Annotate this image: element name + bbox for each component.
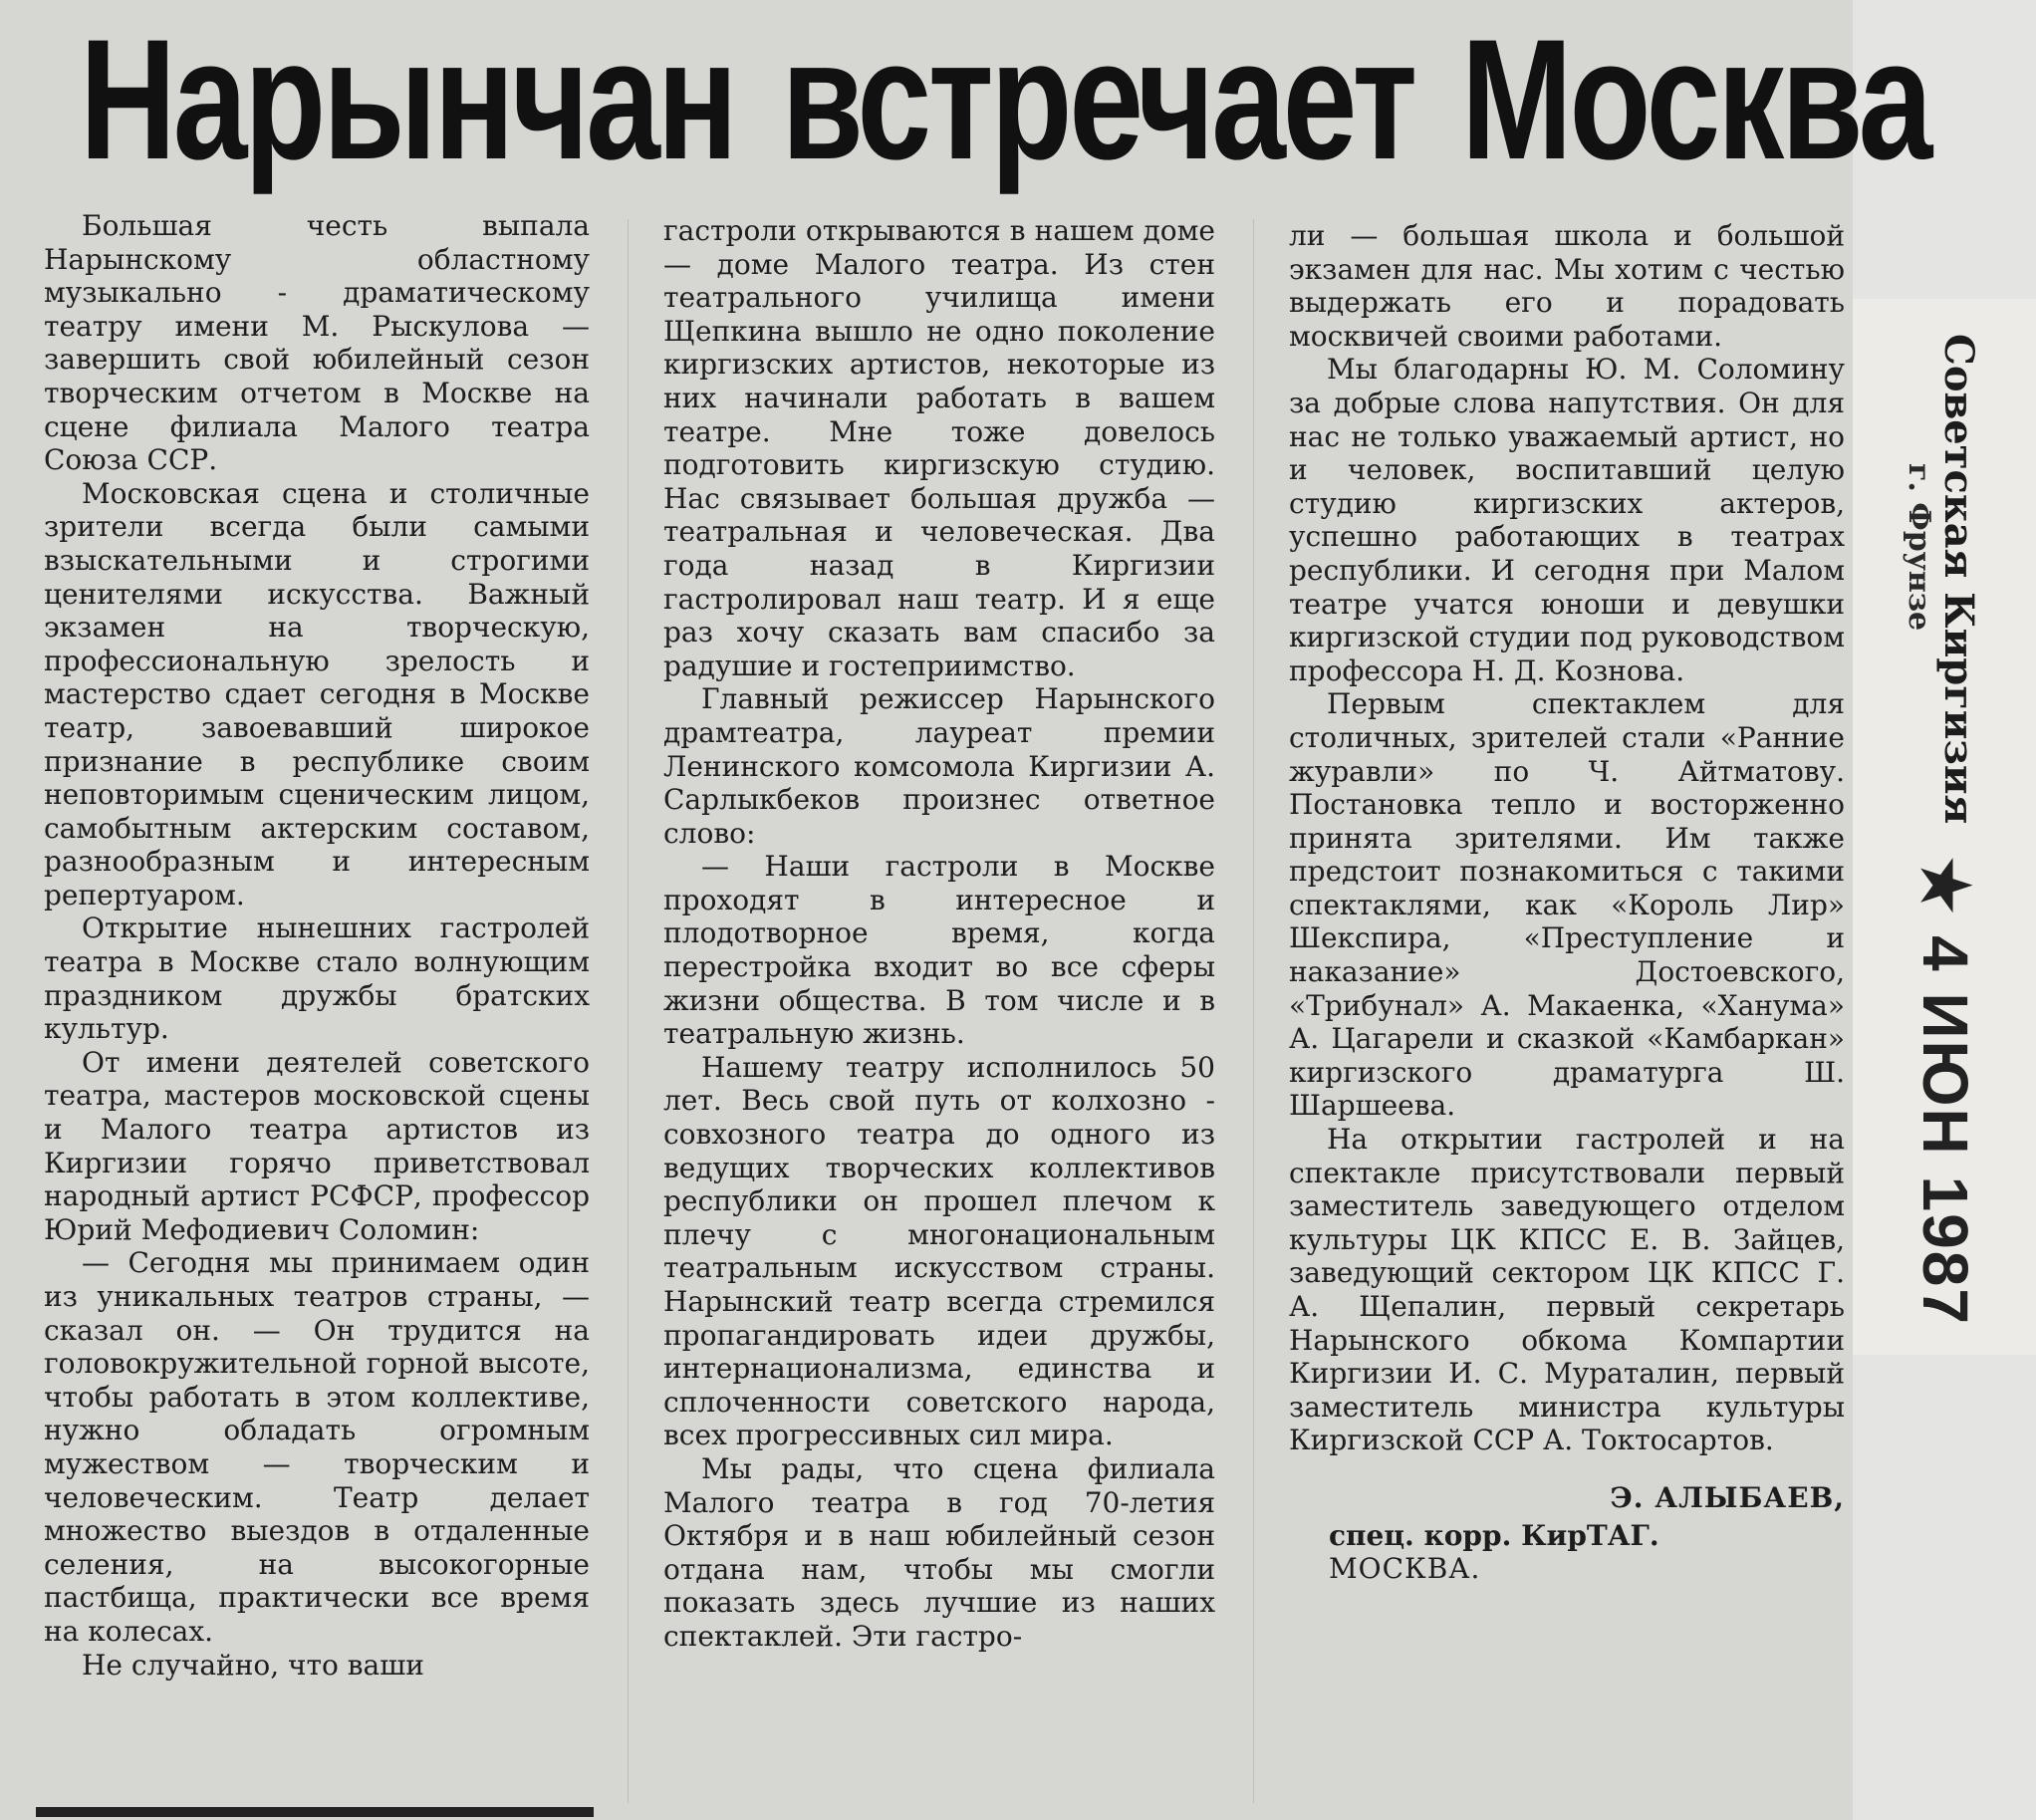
paragraph: гастроли открываются в нашем доме — доме Малого театра. Из стен театрального училища имени Щепкина вышло не одно поколение киргизских артистов, некоторые из них начинали работать в вашем театре. Мне тоже довелось подготовить киргизскую студию. Нас связывает большая дружба — театральная и человеческая. Два года назад в Киргизии гастролировал наш театр. И я еще раз хочу сказать вам спасибо за радушие и гостеприимство. (663, 214, 1215, 682)
paragraph: — Наши гастроли в Москве проходят в интересное и плодотворное время, когда перестройка входит во все сферы жизни общества. В том числе и в театральную жизнь. (663, 850, 1215, 1051)
paragraph: Открытие нынешних гастролей театра в Москве стало волнующим праздником дружбы братских культур. (44, 911, 590, 1046)
bottom-rule (36, 1807, 594, 1817)
article-column-2 (663, 214, 1215, 1654)
paragraph: Главный режиссер Нарынского драмтеатра, лауреат премии Ленинского комсомола Киргизии А. Сарлыкбеков произнес ответное слово: (663, 682, 1215, 850)
paragraph: Нашему театру исполнилось 50 лет. Весь свой путь от колхозно - совхозного театра до одного из ведущих творческих коллективов республики он прошел плечом к плечу с многонациональным театральным искусством страны. Нарынский театр всегда стремился пропагандировать идеи дружбы, интернационализма, единства и сплоченности советского народа, всех прогрессивных сил мира. (663, 1050, 1215, 1452)
source-note (1935, 334, 1982, 824)
paragraph: От имени деятелей советского театра, мастеров московской сцены и Малого театра артистов из Киргизии горячо приветствовал народный артист РСФСР, профессор Юрий Мефодиевич Соломин: (44, 1045, 590, 1246)
signature-role: спец. корр. КирТАГ. (1329, 1518, 1659, 1552)
paragraph: Не случайно, что ваши (82, 1648, 424, 1682)
paragraph: На открытии гастролей и на спектакле присутствовали первый заместитель заведующего отделом культуры ЦК КПСС Е. В. Зайцев, заведующий сектором ЦК КПСС Г. А. Щепалин, первый секретарь Нарынского обкома Компартии Киргизии И. С. Мураталин, первый заместитель министра культуры Киргизской ССР А. Токтосартов. (1289, 1123, 1845, 1457)
headline-word-3: Москва (1460, 4, 1930, 195)
article-column-1 (44, 209, 590, 1682)
paragraph: Мы рады, что сцена филиала Малого театра в год 70-летия Октября и в наш юбилейный сезон отдана нам, чтобы мы смогли показать здесь лучшие из наших спектаклей. Эти гастро- (663, 1451, 1215, 1653)
article-column-3 (1289, 219, 1845, 1586)
paragraph: Большая честь выпала Нарынскому областному музыкально - драматическому театру имени М. Рыскулова — завершить свой юбилейный сезон творческим отчетом в Москве на сцене филиала Малого театра Союза ССР. (44, 209, 590, 477)
paragraph: Московская сцена и столичные зрители всегда были самыми взыскательными и строгими ценителями искусства. Важный экзамен на творческую, профессиональную зрелость и мастерство сдает сегодня в Москве театр, завоевавший широкое признание в республике своим неповторимым сценическим лицом, самобытным актерским составом, разнообразным и интересным репертуаром. (44, 476, 590, 911)
paragraph: Мы благодарны Ю. М. Соломину за добрые слова напутствия. Он для нас не только уважаемый артист, но и человек, воспитавший целую студию киргизских актеров, успешно работающих в театрах республики. И сегодня при Малом театре учатся юноши и девушки киргизской студии под руководством профессора Н. Д. Кознова. (1289, 353, 1845, 687)
column-separator (1253, 219, 1254, 1803)
paragraph: ли — большая школа и большой экзамен для нас. Мы хотим с честью выдержать его и порадовать москвичей своими работами. (1289, 219, 1845, 353)
headline (80, 0, 1930, 199)
headline-word-1: Нарынчан (80, 4, 735, 195)
source-newspaper: Советская Киргизия (1935, 334, 1982, 825)
signature-author: Э. АЛЫБАЕВ, (1610, 1480, 1845, 1514)
paragraph: Первым спектаклем для столичных, зрителей стали «Ранние журавли» по Ч. Айтматову. Постановка тепло и восторженно принята зрителями. Им также предстоит познакомиться с такими спектаклями, как «Король Лир» Шекспира, «Преступление и наказание» Достоевского, «Трибунал» А. Макаенка, «Ханума» А. Цагарели и сказкой «Камбаркан» киргизского драматурга Ш. Шаршеева. (1289, 687, 1845, 1123)
date-stamp: ★ 4 ИЮН 1987 (1909, 857, 1981, 1326)
column-separator (628, 219, 629, 1803)
paragraph: — Сегодня мы принимаем один из уникальных театров страны, — сказал он. — Он трудится на головокружительной горной высоте, чтобы работать в этом коллективе, нужно обладать огромным мужеством — творческим и человеческим. Театр делает множество выездов в отдаленные селения, на высокогорные пастбища, практически все время на колесах. (44, 1246, 590, 1648)
source-city: г. Фрунзе (1902, 463, 1936, 632)
signature-city: МОСКВА. (1329, 1552, 1481, 1586)
headline-word-2: встречает (781, 4, 1415, 195)
